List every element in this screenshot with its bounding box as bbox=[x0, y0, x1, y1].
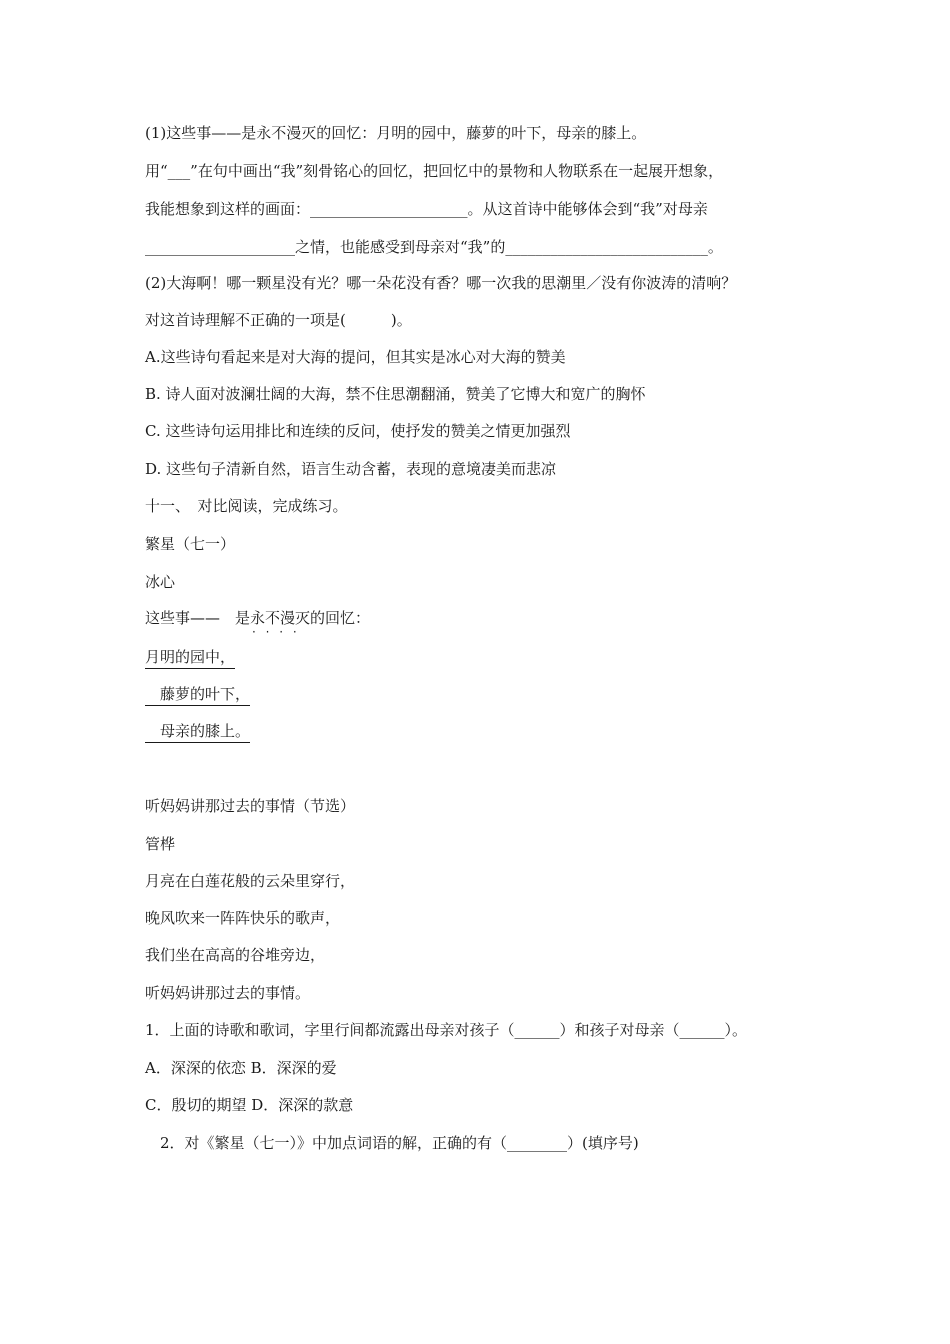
poem1-line2 bbox=[145, 647, 235, 669]
q2-option-d: D. 这些句子清新自然，语言生动含蓄，表现的意境凄美而悲凉 bbox=[145, 460, 557, 478]
poem1-line3 bbox=[145, 684, 250, 706]
poem1-line1-start: 这些事—— 是 bbox=[145, 609, 251, 627]
question-1-options-cd: C．殷切的期望 D．深深的款意 bbox=[145, 1096, 354, 1114]
dotted-phrase: 永不漫灭 · · · · bbox=[250, 608, 310, 628]
q1-line2: 用“___”在句中画出“我”刻骨铭心的回忆，把回忆中的景物和人物联系在一起展开想象， bbox=[145, 162, 724, 180]
q1-line1: (1)这些事——是永不漫灭的回忆：月明的园中，藤萝的叶下，母亲的膝上。 bbox=[145, 124, 647, 142]
poem1-line1-end: 的回忆： bbox=[310, 609, 371, 627]
poem2-line4: 听妈妈讲那过去的事情。 bbox=[145, 984, 311, 1002]
poem1-author: 冰心 bbox=[145, 573, 176, 591]
q2-line2: 对这首诗理解不正确的一项是( )。 bbox=[145, 311, 412, 329]
poem2-title: 听妈妈讲那过去的事情（节选） bbox=[145, 797, 356, 815]
q2-option-b: B. 诗人面对波澜壮阔的大海，禁不住思潮翻涌，赞美了它博大和宽广的胸怀 bbox=[145, 385, 646, 403]
poem2-line1: 月亮在白莲花般的云朵里穿行， bbox=[145, 872, 356, 890]
question-1: 1．上面的诗歌和歌词，字里行间都流露出母亲对孩子（______）和孩子对母亲（______）。 bbox=[145, 1021, 748, 1039]
poem2-author: 管桦 bbox=[145, 835, 176, 853]
q1-line4: ____________________之情，也能感受到母亲对“我”的___________________________。 bbox=[145, 238, 723, 256]
poem1-line4 bbox=[145, 721, 250, 743]
q2-line1: (2)大海啊！哪一颗星没有光？哪一朵花没有香？哪一次我的思潮里／没有你波涛的清响？ bbox=[145, 274, 737, 292]
q2-option-c: C. 这些诗句运用排比和连续的反问，使抒发的赞美之情更加强烈 bbox=[145, 422, 571, 440]
question-2: 2．对《繁星（七一）》中加点词语的解，正确的有（________）(填序号) bbox=[160, 1134, 639, 1152]
poem2-line2: 晚风吹来一阵阵快乐的歌声， bbox=[145, 909, 341, 927]
q1-line3: 我能想象到这样的画面：_____________________。从这首诗中能够体会到“我”对母亲 bbox=[145, 200, 708, 218]
section-heading: 十一、 对比阅读，完成练习。 bbox=[145, 497, 348, 515]
q2-option-a: A.这些诗句看起来是对大海的提问，但其实是冰心对大海的赞美 bbox=[145, 348, 566, 366]
underlined-text: 藤萝的叶下， bbox=[145, 684, 250, 706]
question-1-options-ab: A．深深的依恋 B．深深的爱 bbox=[145, 1059, 337, 1077]
underlined-text: 月明的园中， bbox=[145, 647, 235, 669]
underlined-text: 母亲的膝上。 bbox=[145, 721, 250, 743]
poem1-line1 bbox=[145, 608, 370, 628]
poem2-line3: 我们坐在高高的谷堆旁边， bbox=[145, 946, 326, 964]
poem1-title: 繁星（七一） bbox=[145, 535, 236, 553]
